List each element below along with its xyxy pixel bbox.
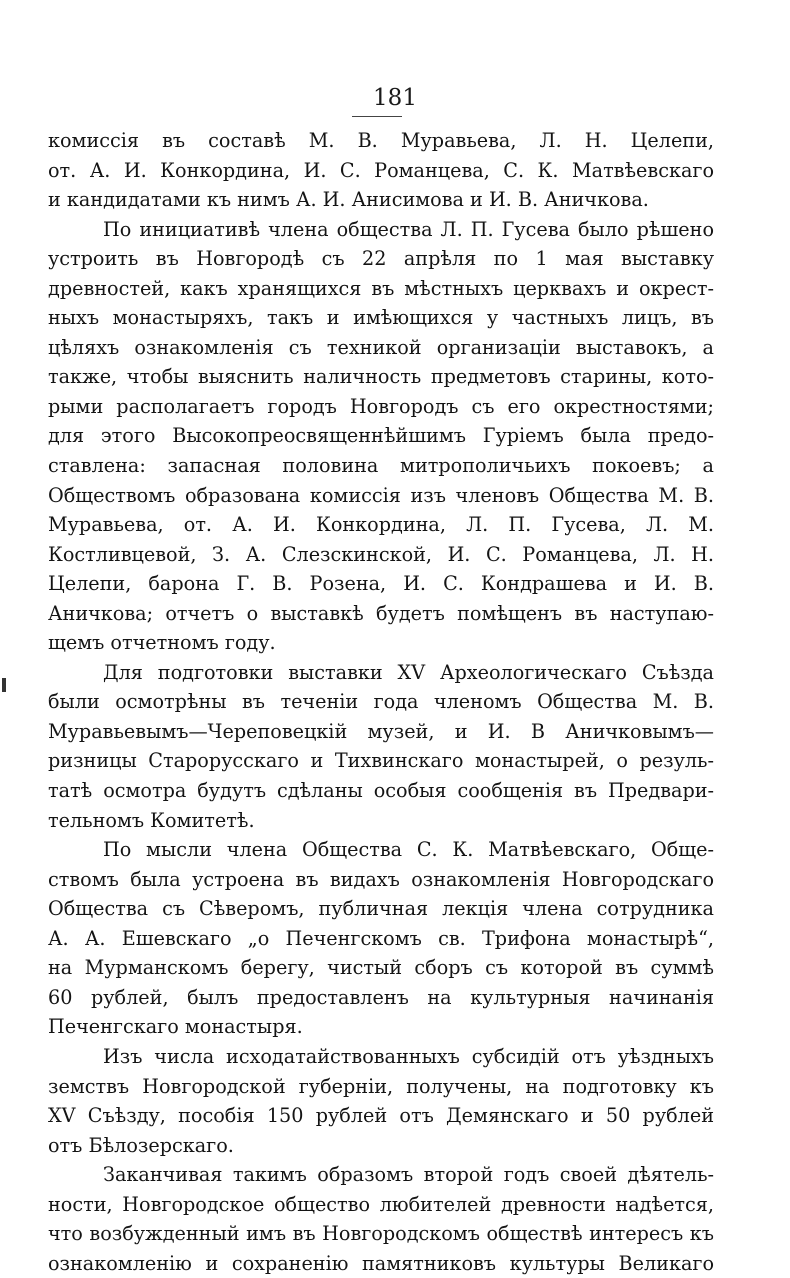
text-line: древностей, какъ хранящихся въ мѣстныхъ церквахъ и окрест- [48,276,714,300]
text-line: на Мурманскомъ берегу, чистый сборъ съ которой въ суммѣ [48,956,714,980]
text-line: отъ Бѣлозерскаго. [48,1133,234,1157]
text-line: Печенгскаго монастыря. [48,1015,303,1039]
text-line: По инициативѣ члена общества Л. П. Гусева было рѣшено [103,217,714,241]
text-line: что возбужденный имъ въ Новгородскомъ обществѣ интересъ къ [48,1222,714,1246]
margin-mark [2,678,6,692]
text-line: цѣляхъ ознакомленія съ техникой организаціи выставокъ, а [48,335,714,359]
text-line: комиссія въ составѣ М. В. Муравьева, Л. Н. Целепи, [48,129,714,152]
text-line: По мысли члена Общества С. К. Матвѣевскаго, Обще- [103,838,714,862]
body-text [48,126,714,1278]
text-line: ставлена: запасная половина митрополичьихъ покоевъ; а [48,454,714,478]
text-line: 60 рублей, былъ предоставленъ на культурныя начинанія [48,985,714,1009]
text-line: Для подготовки выставки XV Археологическаго Съѣзда [103,660,714,684]
text-line: А. А. Ешевскаго „о Печенгскомъ св. Трифона монастырѣ“, [48,926,714,950]
text-line: и кандидатами къ нимъ А. И. Анисимова и И. В. Аничкова. [48,188,649,212]
text-line: от. А. И. Конкордина, И. С. Романцева, С. К. Матвѣевскаго [48,158,714,182]
text-line: устроить въ Новгородѣ съ 22 апрѣля по 1 мая выставку [48,247,714,271]
text-line: Муравьева, от. А. И. Конкордина, Л. П. Гусева, Л. М. [48,513,714,537]
text-line: земствъ Новгородской губерніи, получены, на подготовку къ [48,1074,714,1098]
text-line: Общества съ Сѣверомъ, публичная лекція члена сотрудника [48,897,714,921]
text-line: Изъ числа исходатайствованныхъ субсидій отъ уѣздныхъ [103,1044,714,1068]
text-line: XV Съѣзду, пособія 150 рублей отъ Демянскаго и 50 рублей [48,1104,714,1128]
page-number: 181 [373,85,417,111]
text-line: были осмотрѣны въ теченіи года членомъ Общества М. В. [48,690,714,714]
text-line: тельномъ Комитетѣ. [48,808,255,832]
page-number-rule [352,116,402,117]
text-line: ности, Новгородское общество любителей древности надѣется, [48,1192,714,1216]
text-line: ствомъ была устроена въ видахъ ознакомленія Новгородскаго [48,867,714,891]
text-line: также, чтобы выяснить наличность предметовъ старины, кото- [48,365,714,389]
text-line: Обществомъ образована комиссія изъ членовъ Общества М. В. [48,483,714,507]
text-line: ознакомленію и сохраненію памятниковъ культуры Великаго [48,1251,714,1275]
text-line: ныхъ монастыряхъ, такъ и имѣющихся у частныхъ лицъ, въ [48,306,714,330]
text-line: для этого Высокопреосвященнѣйшимъ Гуріемъ была предо- [48,424,714,448]
text-line: Аничкова; отчетъ о выставкѣ будетъ помѣщенъ въ наступаю- [48,601,714,625]
text-line: рыми располагаетъ городъ Новгородъ съ его окрестностями; [48,394,714,418]
text-line: ризницы Старорусскаго и Тихвинскаго монастырей, о резуль- [48,749,714,773]
text-line: татѣ осмотра будутъ сдѣланы особыя сообщенія въ Предвари- [48,779,714,803]
text-line: Целепи, барона Г. В. Розена, И. С. Кондрашева и И. В. [48,572,714,596]
text-line: Заканчивая такимъ образомъ второй годъ своей дѣятель- [103,1163,714,1187]
text-line: щемъ отчетномъ году. [48,631,276,655]
text-line: Костливцевой, З. А. Слезскинской, И. С. Романцева, Л. Н. [48,542,714,566]
text-line: Муравьевымъ—Череповецкій музей, и И. В Аничковымъ— [48,719,714,743]
